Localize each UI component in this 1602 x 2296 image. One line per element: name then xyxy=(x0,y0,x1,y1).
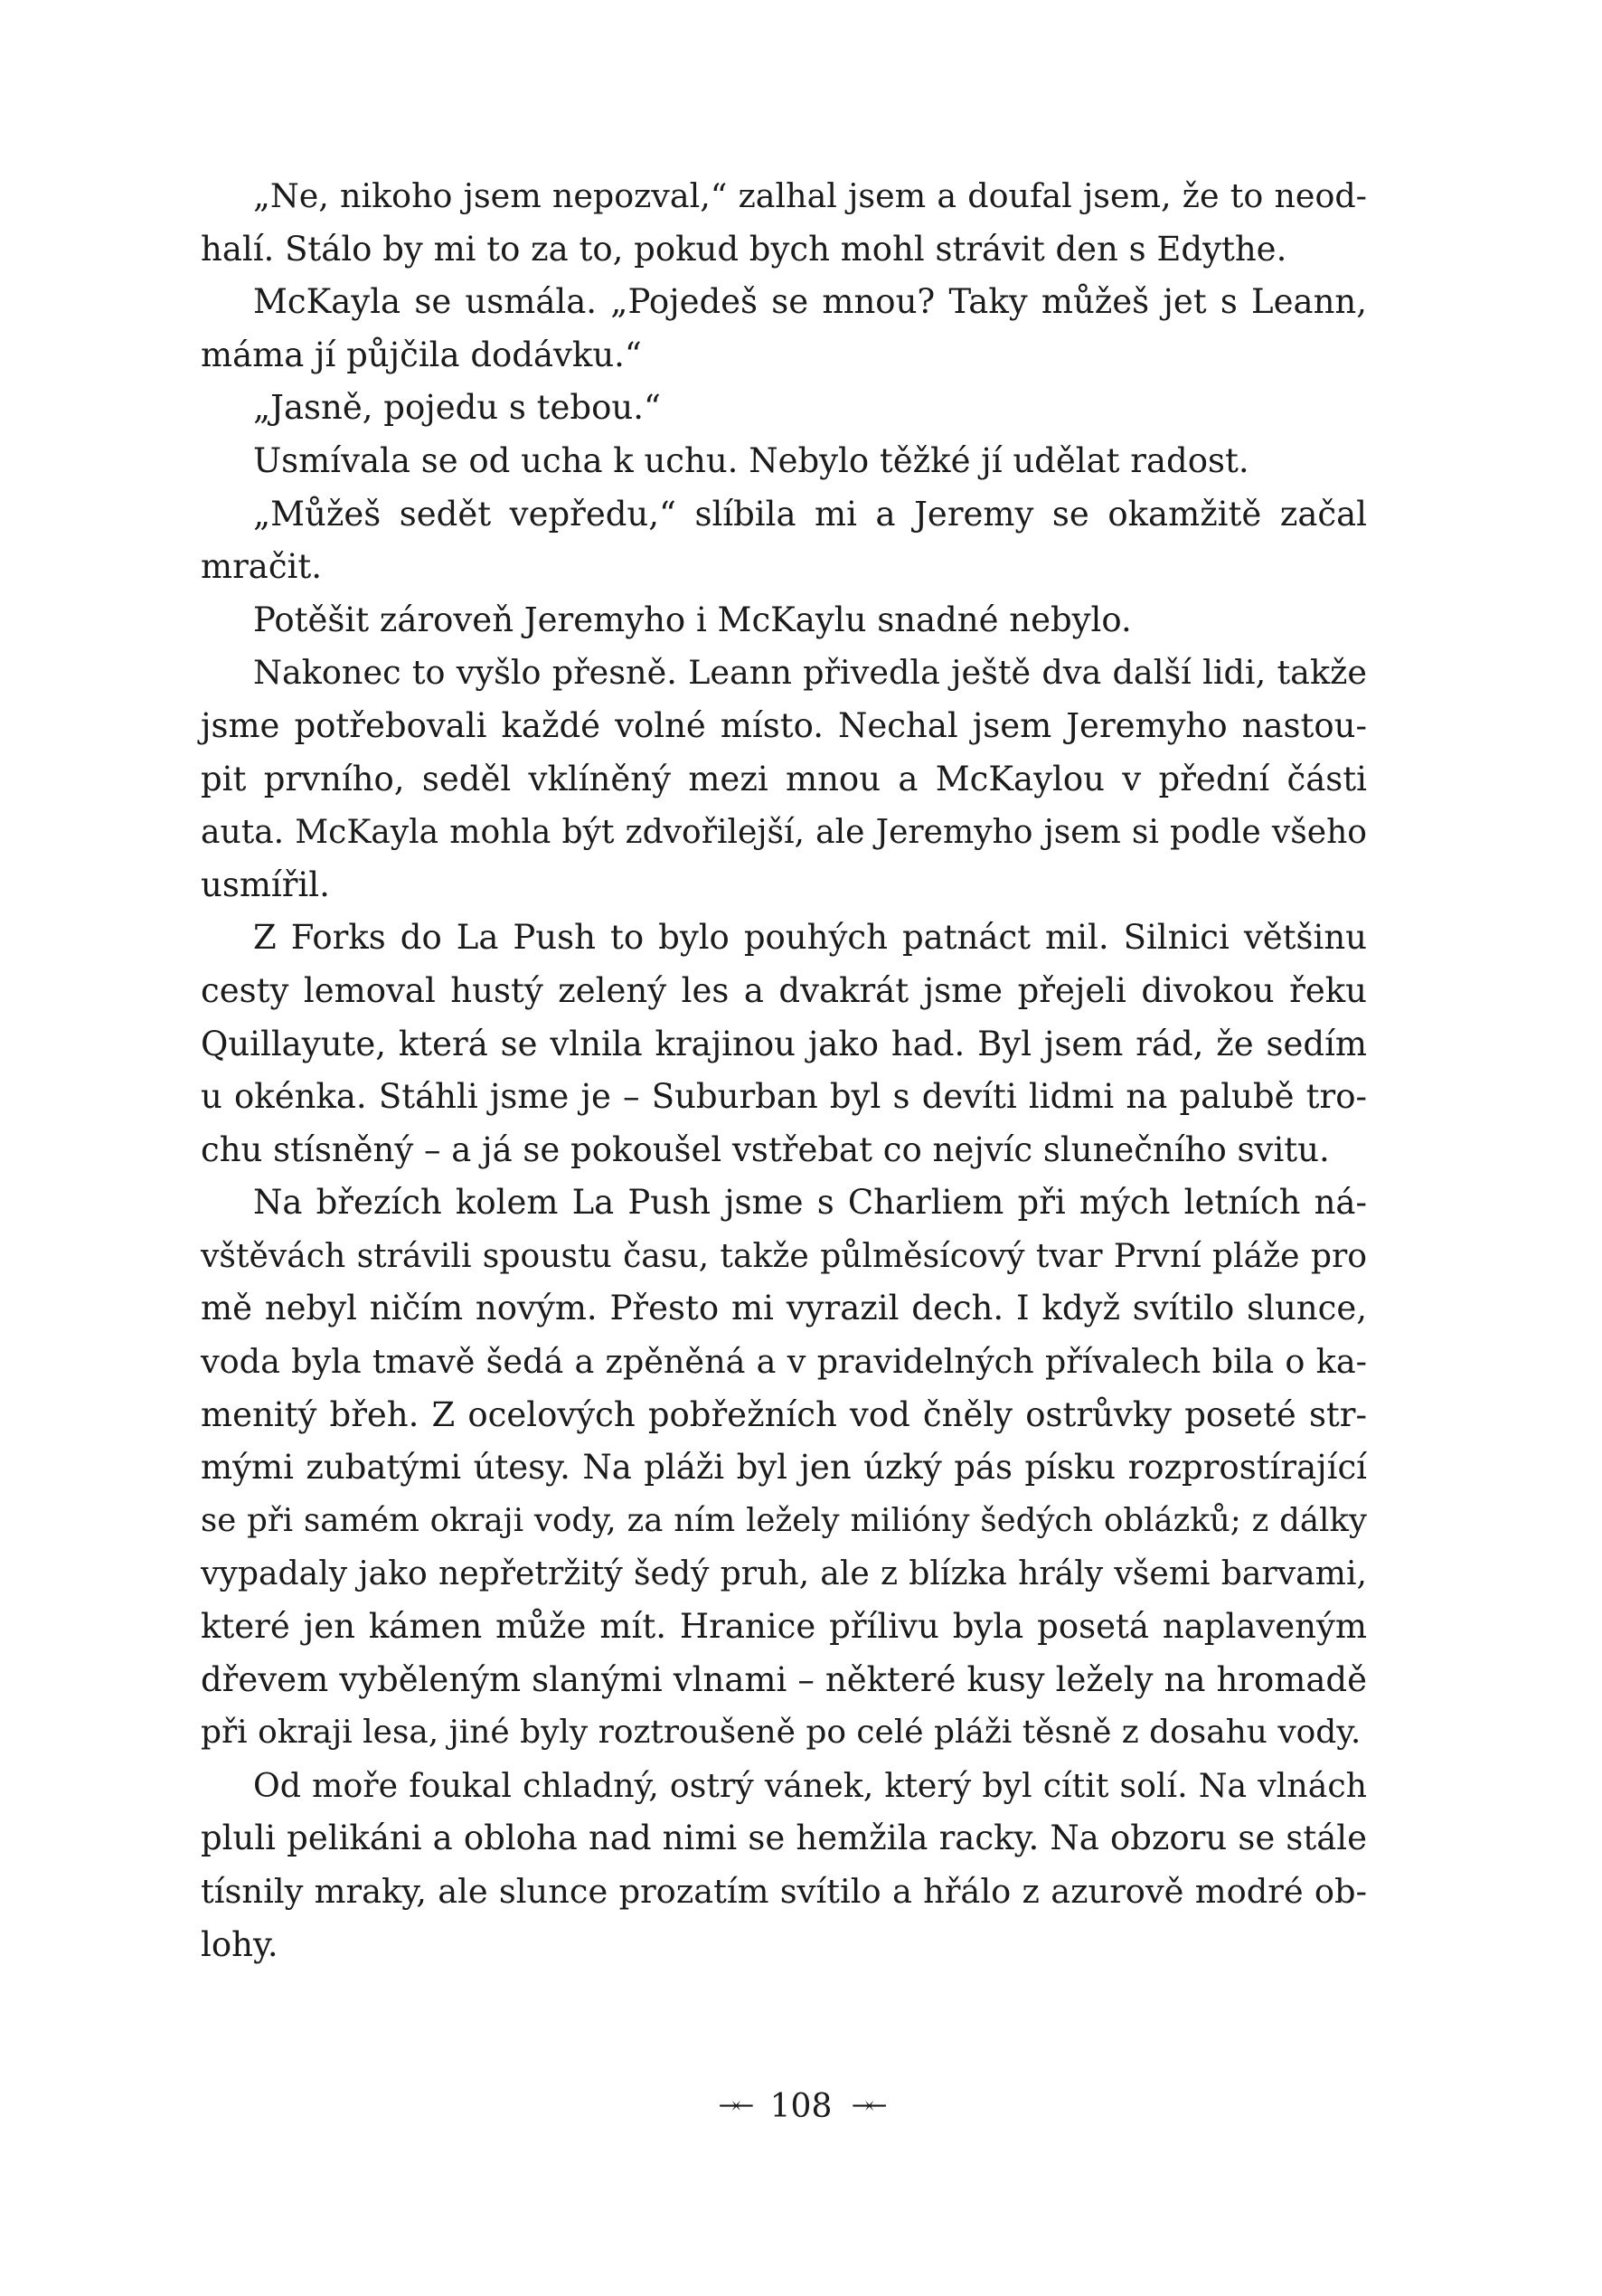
text-line: Nakonec to vyšlo přesně. Leann přivedla ještě dva další lidi, takže xyxy=(253,653,1367,693)
text-line: „Jasně, pojedu s tebou.“ xyxy=(253,388,661,428)
text-line: jsme potřebovali každé volné místo. Nechal jsem Jeremyho nastou- xyxy=(201,705,1367,745)
text-line: lohy. xyxy=(201,1924,278,1964)
text-line: se při samém okraji vody, za ním ležely milióny šedých oblázků; z dálky xyxy=(201,1501,1367,1539)
text-line: mě nebyl ničím novým. Přesto mi vyrazil dech. I když svítilo slunce, xyxy=(201,1289,1367,1328)
text-line: McKayla se usmála. „Pojedeš se mnou? Taky můžeš jet s Leann, xyxy=(253,282,1367,322)
text-line: u okénka. Stáhli jsme je – Suburban byl s devíti lidmi na palubě tro- xyxy=(201,1077,1367,1117)
text-line: Z Forks do La Push to bylo pouhých patnáct mil. Silnici většinu xyxy=(253,918,1367,958)
page-number: 108 xyxy=(769,2088,833,2125)
text-line: „Můžeš sedět vepředu,“ slíbila mi a Jeremy se okamžitě začal xyxy=(253,494,1367,534)
folio-ornament-right: →← xyxy=(851,2093,884,2120)
text-line: Usmívala se od ucha k uchu. Nebylo těžké jí udělat radost. xyxy=(253,440,1249,480)
body-text xyxy=(201,170,1367,1971)
text-line: vštěvách strávili spoustu času, takže půlměsícový tvar První pláže pro xyxy=(201,1235,1367,1275)
text-line: vypadaly jako nepřetržitý šedý pruh, ale z blízka hrály všemi barvami, xyxy=(201,1554,1367,1593)
text-line: mými zubatými útesy. Na pláži byl jen úzký pás písku rozprostírající xyxy=(201,1448,1367,1488)
text-line: mračit. xyxy=(201,547,323,587)
text-line: pit prvního, seděl vklíněný mezi mnou a McKaylou v přední části xyxy=(201,759,1367,798)
text-line: pluli pelikáni a obloha nad nimi se hemžila racky. Na obzoru se stále xyxy=(201,1819,1367,1858)
text-line: cesty lemoval hustý zelený les a dvakrát jsme přejeli divokou řeku xyxy=(201,970,1367,1010)
text-line: při okraji lesa, jiné byly roztroušeně po celé pláži těsně z dosahu vody. xyxy=(201,1714,1362,1752)
text-line: které jen kámen může mít. Hranice přílivu byla posetá naplaveným xyxy=(201,1607,1367,1647)
text-line: tísnily mraky, ale slunce prozatím svítilo a hřálo z azurově modré ob- xyxy=(201,1872,1367,1911)
page-footer xyxy=(0,2084,1602,2129)
text-line: „Ne, nikoho jsem nepozval,“ zalhal jsem a doufal jsem, že to neod- xyxy=(253,176,1367,215)
text-line: Na březích kolem La Push jsme s Charliem při mých letních ná- xyxy=(253,1183,1367,1223)
folio-ornament-left: →← xyxy=(718,2093,751,2120)
text-line: Od moře foukal chladný, ostrý vánek, který byl cítit solí. Na vlnách xyxy=(253,1765,1367,1805)
text-line: menitý břeh. Z ocelových pobřežních vod čněly ostrůvky poseté str- xyxy=(201,1394,1367,1434)
text-line: halí. Stálo by mi to za to, pokud bych mohl strávit den s Edythe. xyxy=(201,229,1287,269)
text-line: chu stísněný – a já se pokoušel vstřebat co nejvíc slunečního svitu. xyxy=(201,1129,1330,1169)
text-line: Quillayute, která se vlnila krajinou jako had. Byl jsem rád, že sedím xyxy=(201,1024,1367,1063)
text-line: voda byla tmavě šedá a zpěněná a v pravidelných přívalech bila o ka- xyxy=(201,1342,1367,1382)
text-line: Potěšit zároveň Jeremyho i McKaylu snadné nebylo. xyxy=(253,600,1132,639)
text-line: máma jí půjčila dodávku.“ xyxy=(201,335,642,374)
text-line: auta. McKayla mohla být zdvořilejší, ale Jeremyho jsem si podle všeho xyxy=(201,813,1367,852)
text-line: dřevem vyběleným slanými vlnami – některé kusy ležely na hromadě xyxy=(201,1659,1367,1699)
text-line: usmířil. xyxy=(201,865,330,904)
